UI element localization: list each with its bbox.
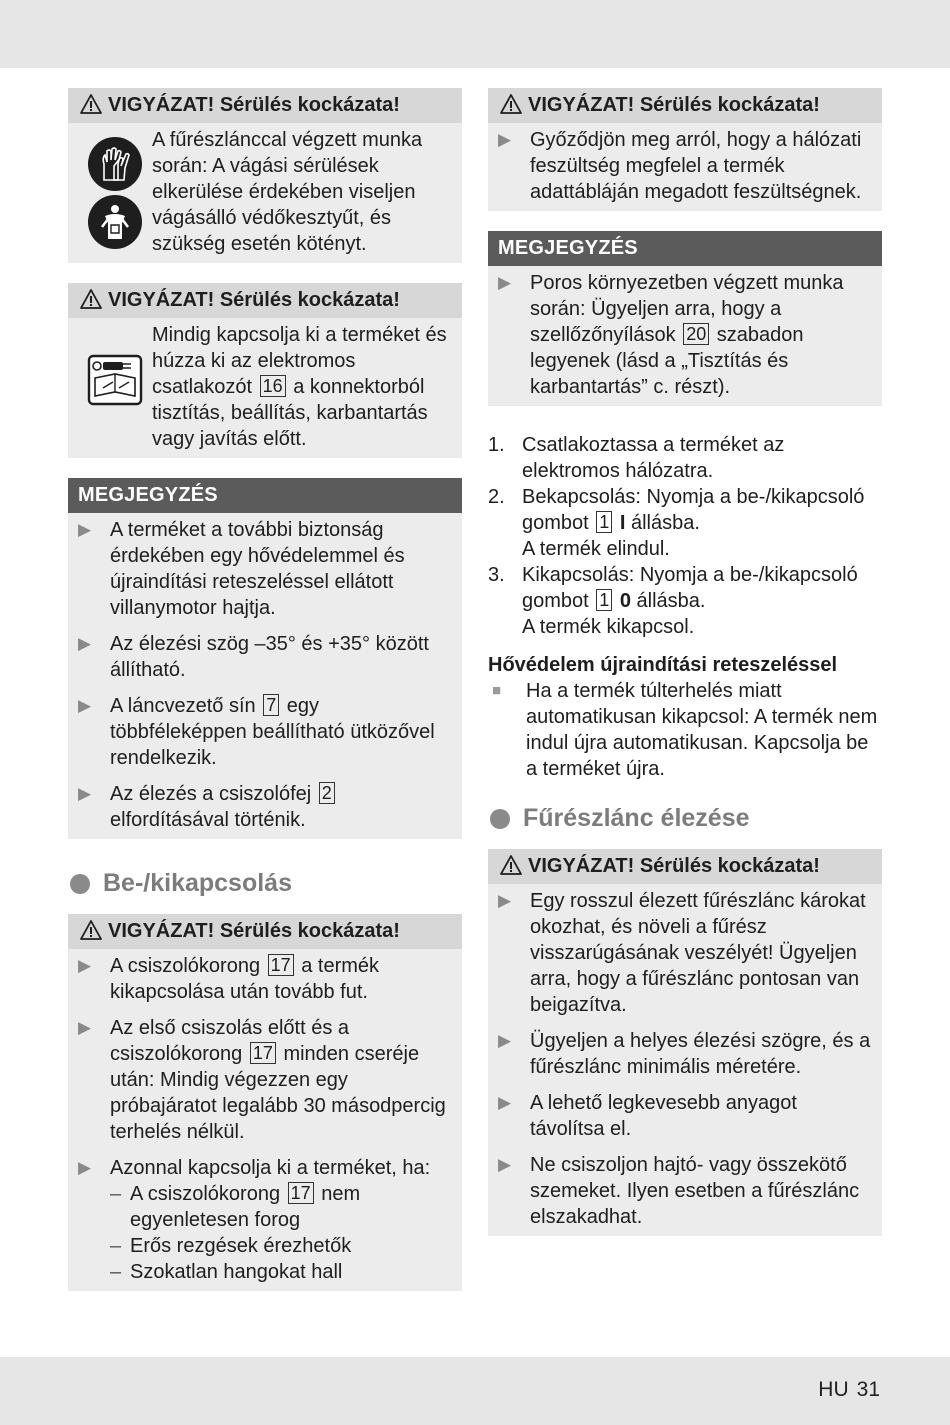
dash-item: – Szokatlan hangokat hall xyxy=(110,1261,343,1283)
bullet-arrow-icon: ▶ xyxy=(498,1031,512,1050)
bullet-arrow-icon: ▶ xyxy=(498,130,512,149)
step-item: 2. Bekapcsolás: Nyomja a be-/kikapcsoló gombot 1 I állásba. A termék elindul. xyxy=(488,486,865,560)
bullet-item: ▶ Egy rosszul élezett fűrészlánc károkat okozhat, és növeli a fűrész visszarúgásának veszélyét! Ügyeljen arra, hogy a fűrészlánc pontosan van beigazítva. xyxy=(498,890,866,1016)
warning-triangle-icon xyxy=(500,94,522,114)
bullet-item: ▶ A csiszolókorong 17 a termék kikapcsolása után tovább fut. xyxy=(78,955,380,1003)
warning-box-gloves xyxy=(68,88,462,263)
square-bullet-item: ■ Ha a termék túlterhelés miatt automatikusan kikapcsol: A termék nem indul újra automatikusan. Kapcsolja be a terméket újra. xyxy=(488,678,882,782)
unplug-manual-icon xyxy=(87,354,143,406)
warning-header: VIGYÁZAT! Sérülés kockázata! xyxy=(68,283,462,318)
note-header: MEGJEGYZÉS xyxy=(488,231,882,266)
note-box xyxy=(488,231,882,406)
warning-box-grinding-disc xyxy=(68,914,462,1291)
warning-triangle-icon xyxy=(80,289,102,309)
warning-box-chain xyxy=(488,849,882,1236)
step-item: 1. Csatlakoztassa a terméket az elektromos hálózatra. xyxy=(488,434,785,482)
warning-header: VIGYÁZAT! Sérülés kockázata! xyxy=(488,849,882,884)
warning-triangle-icon xyxy=(80,920,102,940)
warning-triangle-icon xyxy=(80,94,102,114)
note-box xyxy=(68,478,462,839)
bullet-item: ▶ Ne csiszoljon hajtó- vagy összekötő szemeket. Ilyen esetben a fűrészlánc elszakadhat. xyxy=(498,1154,860,1228)
left-column xyxy=(68,88,462,1311)
bullet-item: ▶ Az élezési szög –35° és +35° között állítható. xyxy=(78,633,429,681)
right-column xyxy=(488,88,882,1256)
bullet-item: ▶ A terméket a további biztonság érdekében egy hővédelemmel és újraindítási reteszeléssel ellátott villanymotor hajtja. xyxy=(78,519,405,619)
part-reference: 1 xyxy=(596,589,612,611)
bullet-arrow-icon: ▶ xyxy=(78,634,92,653)
part-reference: 17 xyxy=(268,954,294,976)
bullet-item: ▶ Győződjön meg arról, hogy a hálózati feszültség megfelel a termék adattábláján megadott feszültségnek. xyxy=(498,129,862,203)
bullet-item: ▶ Az élezés a csiszolófej 2 elfordításával történik. xyxy=(78,781,452,833)
top-band xyxy=(0,0,950,68)
bullet-arrow-icon: ▶ xyxy=(498,1155,512,1174)
bullet-arrow-icon: ▶ xyxy=(78,1018,92,1037)
warning-text: A fűrészlánccal végzett munka során: A vágási sérülések elkerülése érdekében viseljen vágásálló védőkesztyűt, és szükség esetén kötényt. xyxy=(152,129,423,255)
bullet-arrow-icon: ▶ xyxy=(78,956,92,975)
bullet-item: ▶ A lehető legkevesebb anyagot távolítsa el. xyxy=(498,1092,797,1140)
warning-triangle-icon xyxy=(500,855,522,875)
bullet-arrow-icon: ▶ xyxy=(78,696,92,715)
section-dot-icon xyxy=(490,809,510,829)
warning-header: VIGYÁZAT! Sérülés kockázata! xyxy=(488,88,882,123)
bullet-item: ▶ Poros környezetben végzett munka során: Ügyeljen arra, hogy a szellőzőnyílások 20 szabadon legyenek (lásd a „Tisztítás és karbantartás” c. részt). xyxy=(498,272,844,398)
page-number: 31 xyxy=(856,1378,880,1401)
part-reference: 20 xyxy=(683,323,709,345)
note-header: MEGJEGYZÉS xyxy=(68,478,462,513)
bullet-arrow-icon: ▶ xyxy=(78,784,92,803)
warning-box-unplug xyxy=(68,283,462,458)
dash-item: – Erős rezgések érezhetők xyxy=(110,1235,352,1257)
bullet-arrow-icon: ▶ xyxy=(78,1158,92,1177)
bullet-item: ▶ Ügyeljen a helyes élezési szögre, és a fűrészlánc minimális méretére. xyxy=(498,1030,871,1078)
section-dot-icon xyxy=(70,874,90,894)
part-reference: 17 xyxy=(250,1042,276,1064)
part-reference: 1 xyxy=(596,511,612,533)
part-reference: 7 xyxy=(263,694,279,716)
bottom-band xyxy=(0,1357,950,1425)
bullet-arrow-icon: ▶ xyxy=(78,520,92,539)
bullet-item: ▶ A láncvezető sín 7 egy többféleképpen beállítható ütközővel rendelkezik. xyxy=(78,695,435,769)
part-reference: 16 xyxy=(260,375,286,397)
apron-icon xyxy=(88,195,142,249)
step-item: 3. Kikapcsolás: Nyomja a be-/kikapcsoló gombot 1 0 állásba. A termék kikapcsol. xyxy=(488,564,858,638)
warning-header: VIGYÁZAT! Sérülés kockázata! xyxy=(68,88,462,123)
section-title-chain-sharpening: Fűrészlánc élezése xyxy=(488,804,882,833)
square-bullet-icon: ■ xyxy=(492,682,502,699)
dash-item: – A csiszolókorong 17 nem egyenletesen forog xyxy=(110,1183,361,1231)
bullet-arrow-icon: ▶ xyxy=(498,1093,512,1112)
warning-header: VIGYÁZAT! Sérülés kockázata! xyxy=(68,914,462,949)
warning-box-voltage xyxy=(488,88,882,211)
page-footer xyxy=(810,1378,880,1402)
part-reference: 17 xyxy=(288,1182,314,1204)
part-reference: 2 xyxy=(319,782,335,804)
section-title-on-off: Be-/kikapcsolás xyxy=(68,869,462,898)
bullet-arrow-icon: ▶ xyxy=(498,273,512,292)
gloves-icon xyxy=(88,137,142,191)
thermal-protection-heading: Hővédelem újraindítási reteszeléssel xyxy=(488,654,838,676)
bullet-item: ▶ Azonnal kapcsolja ki a terméket, ha: – A csiszolókorong 17 nem egyenletesen forog – Erős rezgések érezhetők – Szokatlan hangokat hall xyxy=(78,1155,452,1285)
footer-language: HU xyxy=(818,1378,849,1401)
steps-list xyxy=(488,432,882,640)
warning-text: Mindig kapcsolja ki a terméket és húzza ki az elektromos csatlakozót 16 a konnektorból tisztítás, beállítás, karbantartás vagy javítás előtt. xyxy=(152,324,447,450)
bullet-arrow-icon: ▶ xyxy=(498,891,512,910)
bullet-item: ▶ Az első csiszolás előtt és a csiszolókorong 17 minden cseréje után: Mindig végezzen egy próbajáratot legalább 30 másodpercig terhelés nélkül. xyxy=(78,1017,446,1143)
